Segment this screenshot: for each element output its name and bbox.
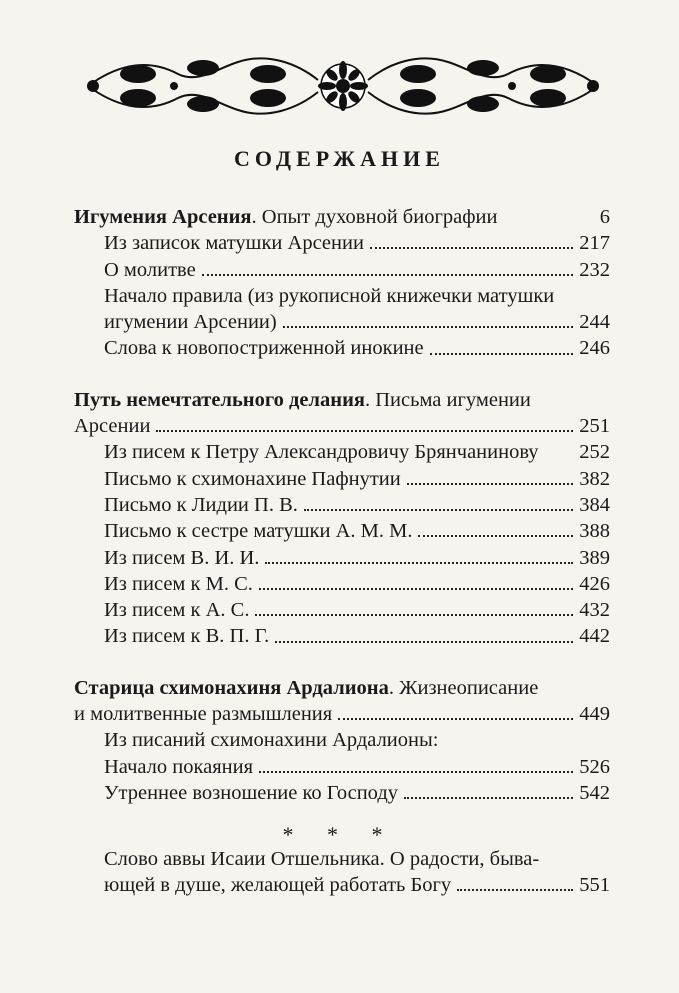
leader-dots — [370, 247, 573, 249]
toc-entry-title: Из писем к М. С. — [104, 572, 253, 595]
toc-entry-line — [74, 204, 610, 230]
toc-page-number: 526 — [579, 755, 610, 778]
toc-entry-title: . Жизнеописание — [388, 676, 539, 699]
toc-page-number: 382 — [579, 467, 610, 490]
toc-entry-line — [74, 623, 610, 649]
toc-page-number: 426 — [579, 572, 610, 595]
toc-page-number: 252 — [579, 441, 610, 464]
toc-entry-text — [74, 675, 610, 701]
toc-entry-text — [74, 204, 497, 230]
toc-entry-line — [74, 283, 610, 309]
toc-entry-text — [104, 571, 253, 597]
toc-entry-text — [104, 283, 610, 309]
toc-entry-text — [104, 335, 424, 361]
toc-entry-text — [104, 623, 269, 649]
toc-entry-text — [104, 257, 196, 283]
leader-dots — [418, 535, 573, 537]
toc-entry-line — [74, 492, 610, 518]
toc-entry-title: . Опыт духовной биографии — [251, 206, 498, 228]
toc-entry-text — [104, 545, 259, 571]
toc-entry-line — [74, 780, 610, 806]
toc-page-number: 551 — [579, 874, 610, 897]
toc-final-entry — [104, 846, 610, 899]
toc-page-number: 217 — [579, 232, 610, 255]
toc-entry-line — [74, 545, 610, 571]
toc-entry-title: Утреннее возношение ко Господу — [104, 781, 399, 804]
toc-page-number: 384 — [579, 493, 610, 516]
toc-entry-title: . Письма игумении — [364, 388, 531, 411]
toc-entry-title: Из писем В. И. И. — [104, 546, 260, 569]
leader-dots — [265, 562, 573, 564]
toc-entry-title: Начало правила (из рукописной книжечки матушки — [104, 284, 555, 307]
toc-entry-line — [74, 413, 610, 439]
toc-entry-text — [104, 230, 364, 256]
toc-entry-text — [74, 701, 332, 727]
toc-entry-text — [104, 309, 277, 335]
toc-entry-title: Слова к новопостриженной инокине — [104, 337, 424, 360]
toc-page-number: 388 — [579, 520, 610, 543]
toc-entry-title: игумении Арсении) — [104, 311, 277, 334]
toc-entry-title: Письмо к сестре матушки А. М. М. — [104, 520, 413, 543]
toc-page-number: 442 — [579, 625, 610, 648]
toc-entry-line — [74, 230, 610, 256]
section-divider-stars: * * * — [282, 822, 397, 847]
toc-entry-text — [104, 439, 539, 465]
leader-dots — [275, 641, 573, 643]
toc-entry-line — [74, 518, 610, 544]
toc-section — [74, 675, 610, 806]
toc-entry-line — [74, 754, 610, 780]
toc-page-number: 449 — [579, 703, 610, 726]
toc-entry-title: Из записок матушки Арсении — [104, 232, 364, 255]
toc-entry-title: Из писем к В. П. Г. — [104, 625, 270, 648]
toc-entry-text — [104, 492, 298, 518]
toc-entry-line — [74, 597, 610, 623]
toc-entry-text — [104, 466, 401, 492]
toc-page-number: 432 — [579, 599, 610, 622]
toc-entry-line — [74, 257, 610, 283]
decorative-ornament-header — [78, 44, 608, 128]
toc-entry-text — [104, 780, 398, 806]
toc-section — [74, 204, 610, 362]
toc-entry-title: Из писаний схимонахини Ардалионы: — [104, 729, 439, 752]
leader-dots — [259, 588, 573, 590]
toc-entry-title: Из писем к Петру Александровичу Брянчанинову — [104, 441, 539, 464]
toc-entry-text: Слово аввы Исаии Отшельника. О радости, быва- — [104, 848, 540, 870]
toc-entry-line — [104, 846, 610, 872]
toc-entry-text — [74, 413, 150, 439]
table-of-contents — [74, 204, 610, 831]
leader-dots — [430, 353, 574, 355]
toc-entry-title: Письмо к Лидии П. В. — [104, 493, 298, 516]
toc-page-number: 244 — [579, 311, 610, 334]
toc-page-number: 246 — [579, 337, 610, 360]
toc-page-number: 389 — [579, 546, 610, 569]
leader-dots — [202, 274, 574, 276]
leader-dots — [304, 509, 573, 511]
leader-dots — [407, 483, 574, 485]
toc-entry-heading: Игумения Арсения — [74, 206, 252, 228]
leader-dots — [283, 326, 574, 328]
toc-entry-heading: Путь немечтательного делания — [74, 388, 365, 411]
toc-entry-text: ющей в душе, желающей работать Богу — [104, 874, 452, 897]
leader-dots — [457, 889, 573, 891]
toc-entry-title: Письмо к схимонахине Пафнутии — [104, 467, 401, 490]
toc-entry-title: и молитвенные размышления — [74, 703, 333, 726]
toc-entry-line — [74, 675, 610, 701]
toc-entry-line — [74, 387, 610, 413]
toc-entry-line — [74, 727, 610, 753]
toc-page-number: 232 — [579, 258, 610, 281]
toc-entry-line — [74, 701, 610, 727]
toc-entry-text — [104, 597, 249, 623]
toc-page-number: 542 — [579, 781, 610, 804]
leader-dots — [255, 614, 573, 616]
toc-entry-text — [104, 754, 253, 780]
toc-entry-line — [74, 309, 610, 335]
toc-section — [74, 387, 610, 650]
toc-entry-heading: Старица схимонахиня Ардалиона — [74, 676, 389, 699]
leader-dots — [404, 797, 573, 799]
toc-entry-line — [74, 571, 610, 597]
toc-entry-line — [74, 466, 610, 492]
toc-page-number: 6 — [599, 206, 610, 228]
toc-entry-title: О молитве — [104, 258, 196, 281]
page-title: СОДЕРЖАНИЕ — [234, 146, 445, 171]
toc-entry-title: Арсении — [74, 415, 151, 438]
leader-dots — [156, 430, 573, 432]
toc-entry-text — [74, 387, 610, 413]
leader-dots — [259, 771, 573, 773]
toc-entry-text — [104, 518, 412, 544]
toc-entry-text — [104, 727, 610, 753]
toc-page-number: 251 — [579, 415, 610, 438]
toc-entry-title: Начало покаяния — [104, 755, 254, 778]
toc-entry-line — [74, 335, 610, 361]
leader-dots — [338, 718, 573, 720]
toc-entry-title: Из писем к А. С. — [104, 599, 250, 622]
toc-entry-line — [74, 439, 610, 465]
toc-entry-line — [104, 872, 610, 898]
